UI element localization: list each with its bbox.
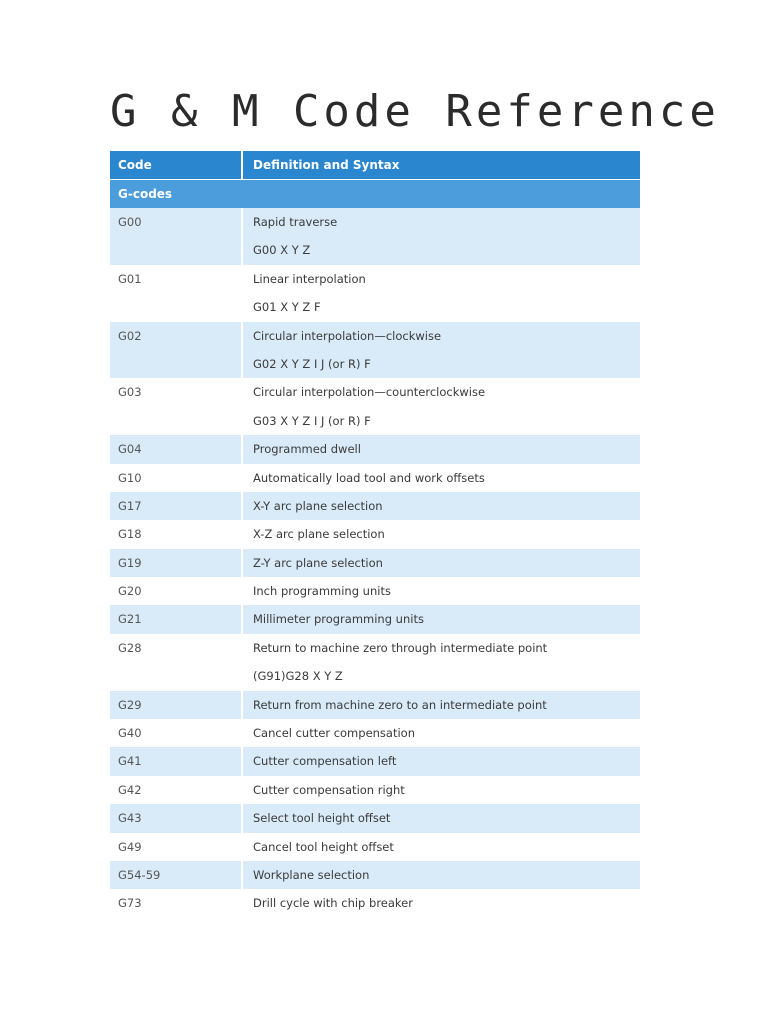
table-row <box>110 804 640 832</box>
definition-text: Cancel cutter compensation <box>253 726 415 741</box>
definition-cell <box>243 833 640 861</box>
code-text: G17 <box>118 498 142 513</box>
section-header-g-codes: G-codes <box>110 179 640 208</box>
code-cell <box>110 747 241 775</box>
code-text: G20 <box>118 584 142 599</box>
code-text: G02 <box>118 328 142 343</box>
table-row <box>110 435 640 463</box>
code-cell <box>110 605 241 633</box>
definition-text: Linear interpolation <box>253 271 366 286</box>
definition-text: X-Z arc plane selection <box>253 527 385 542</box>
code-text: G29 <box>118 697 142 712</box>
code-cell <box>110 492 241 520</box>
code-text: G49 <box>118 839 142 854</box>
table-row <box>110 322 640 379</box>
table-row <box>110 464 640 492</box>
definition-text: Return from machine zero to an intermediate point <box>253 697 547 712</box>
definition-cell <box>243 861 640 889</box>
table-row <box>110 634 640 691</box>
code-cell <box>110 833 241 861</box>
code-text: G03 <box>118 385 142 400</box>
syntax-text: G00 X Y Z <box>253 243 311 258</box>
definition-text: Cancel tool height offset <box>253 839 394 854</box>
code-cell <box>110 776 241 804</box>
definition-cell <box>243 322 640 379</box>
code-text: G28 <box>118 640 142 655</box>
code-text: G43 <box>118 811 142 826</box>
page-title: G & M Code Reference <box>110 86 720 137</box>
table-row <box>110 549 640 577</box>
table-row <box>110 833 640 861</box>
code-cell <box>110 208 241 265</box>
definition-text: Millimeter programming units <box>253 612 424 627</box>
code-cell <box>110 691 241 719</box>
table-row <box>110 265 640 322</box>
column-header-definition: Definition and Syntax <box>253 158 400 172</box>
table-body <box>110 208 640 918</box>
code-text: G10 <box>118 470 142 485</box>
definition-cell <box>243 492 640 520</box>
definition-cell <box>243 747 640 775</box>
code-cell <box>110 889 241 917</box>
definition-text: Automatically load tool and work offsets <box>253 470 485 485</box>
code-cell <box>110 322 241 379</box>
definition-text: Circular interpolation—counterclockwise <box>253 385 486 400</box>
table-row <box>110 208 640 265</box>
definition-cell <box>243 634 640 691</box>
definition-cell <box>243 464 640 492</box>
column-header-code: Code <box>118 158 152 172</box>
definition-text: Z-Y arc plane selection <box>253 555 383 570</box>
table-row <box>110 719 640 747</box>
definition-text: Rapid traverse <box>253 215 338 229</box>
syntax-text: G01 X Y Z F <box>253 300 321 315</box>
code-text: G04 <box>118 442 142 457</box>
table-row <box>110 492 640 520</box>
table-row <box>110 889 640 917</box>
code-cell <box>110 634 241 691</box>
definition-cell <box>243 605 640 633</box>
definition-text: Cutter compensation left <box>253 754 397 769</box>
code-text: G21 <box>118 612 142 627</box>
code-cell <box>110 464 241 492</box>
table-header <box>110 151 640 179</box>
table-row <box>110 520 640 548</box>
code-text: G41 <box>118 754 142 769</box>
definition-cell <box>243 265 640 322</box>
definition-text: Circular interpolation—clockwise <box>253 328 442 343</box>
definition-cell <box>243 577 640 605</box>
code-text: G00 <box>118 215 142 229</box>
syntax-text: G03 X Y Z I J (or R) F <box>253 413 371 428</box>
code-cell <box>110 861 241 889</box>
table-row <box>110 577 640 605</box>
definition-text: Programmed dwell <box>253 442 361 457</box>
definition-cell <box>243 719 640 747</box>
code-cell <box>110 549 241 577</box>
table-row <box>110 861 640 889</box>
definition-text: Cutter compensation right <box>253 782 405 797</box>
definition-text: Drill cycle with chip breaker <box>253 896 413 911</box>
code-text: G18 <box>118 527 142 542</box>
table-row <box>110 605 640 633</box>
code-cell <box>110 719 241 747</box>
code-cell <box>110 435 241 463</box>
code-text: G42 <box>118 782 142 797</box>
definition-cell <box>243 520 640 548</box>
code-text: G54-59 <box>118 867 161 882</box>
code-cell <box>110 804 241 832</box>
table-row <box>110 776 640 804</box>
code-cell <box>110 577 241 605</box>
syntax-text: G02 X Y Z I J (or R) F <box>253 356 371 371</box>
definition-text: X-Y arc plane selection <box>253 498 383 513</box>
definition-cell <box>243 208 640 265</box>
definition-cell <box>243 804 640 832</box>
table-row <box>110 747 640 775</box>
definition-text: Inch programming units <box>253 584 391 599</box>
code-cell <box>110 378 241 435</box>
code-text: G73 <box>118 896 142 911</box>
definition-cell <box>243 691 640 719</box>
definition-cell <box>243 435 640 463</box>
code-cell <box>110 265 241 322</box>
code-cell <box>110 520 241 548</box>
table-row <box>110 691 640 719</box>
definition-cell <box>243 889 640 917</box>
definition-text: Return to machine zero through intermediate point <box>253 640 548 655</box>
definition-text: Workplane selection <box>253 867 370 882</box>
code-text: G40 <box>118 726 142 741</box>
code-reference-table <box>110 151 640 918</box>
definition-cell <box>243 378 640 435</box>
syntax-text: (G91)G28 X Y Z <box>253 669 343 684</box>
definition-cell <box>243 549 640 577</box>
table-row <box>110 378 640 435</box>
code-text: G01 <box>118 271 142 286</box>
definition-cell <box>243 776 640 804</box>
definition-text: Select tool height offset <box>253 811 391 826</box>
code-text: G19 <box>118 555 142 570</box>
